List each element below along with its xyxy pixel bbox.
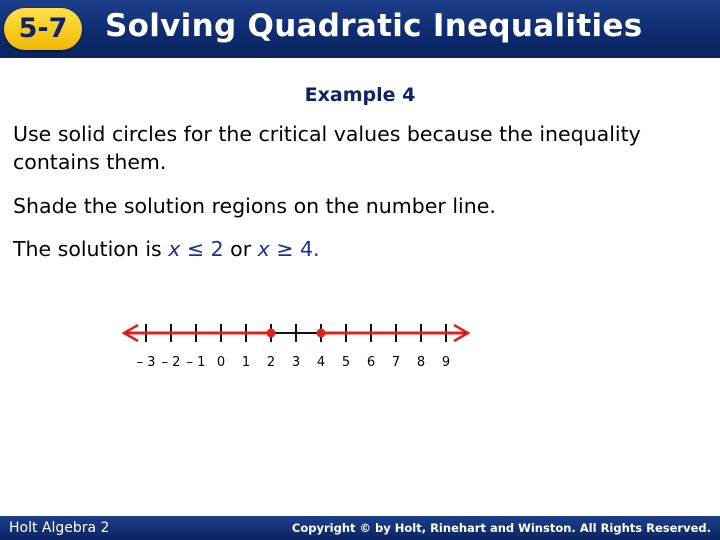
number-line-tick-label: 3 xyxy=(291,355,301,370)
number-line-tick-label: 5 xyxy=(341,355,351,370)
number-line-tick-label: 6 xyxy=(366,355,376,370)
number-line xyxy=(110,314,490,374)
solution-inequality-2: ≥ 4. xyxy=(269,237,320,261)
header-bar xyxy=(0,0,720,58)
critical-point-2 xyxy=(267,329,276,338)
lesson-number: 5-7 xyxy=(18,13,68,44)
number-line-tick-label: – 2 xyxy=(161,355,181,370)
solution-or: or xyxy=(230,237,252,261)
number-line-tick-label: 9 xyxy=(441,355,451,370)
footer-copyright: Copyright © by Holt, Rinehart and Winston. All Rights Reserved. xyxy=(291,521,711,535)
solution-inequality-1: ≤ 2 xyxy=(180,237,231,261)
footer-bar xyxy=(0,516,720,540)
lesson-badge xyxy=(4,8,82,50)
number-line-tick-label: – 3 xyxy=(136,355,156,370)
number-line-tick-label: 7 xyxy=(391,355,401,370)
paragraph-shade-instructions: Shade the solution regions on the number line. xyxy=(13,194,496,218)
solution-variable-2: x xyxy=(251,237,270,261)
paragraph-critical-values: Use solid circles for the critical values because the inequality contains them. xyxy=(13,122,641,174)
solution-prefix: The solution is xyxy=(13,237,169,261)
solution-variable-1: x xyxy=(168,237,181,261)
number-line-tick-label: – 1 xyxy=(186,355,206,370)
number-line-tick-label: 0 xyxy=(216,355,226,370)
number-line-tick-label: 8 xyxy=(416,355,426,370)
number-line-tick-label: 2 xyxy=(266,355,276,370)
example-heading: Example 4 xyxy=(304,84,416,106)
lesson-title: Solving Quadratic Inequalities xyxy=(105,8,643,44)
footer-book-title: Holt Algebra 2 xyxy=(9,520,110,536)
paragraph-solution xyxy=(13,235,703,263)
number-line-tick-label: 4 xyxy=(316,355,326,370)
critical-point-4 xyxy=(317,329,326,338)
number-line-tick-label: 1 xyxy=(241,355,251,370)
